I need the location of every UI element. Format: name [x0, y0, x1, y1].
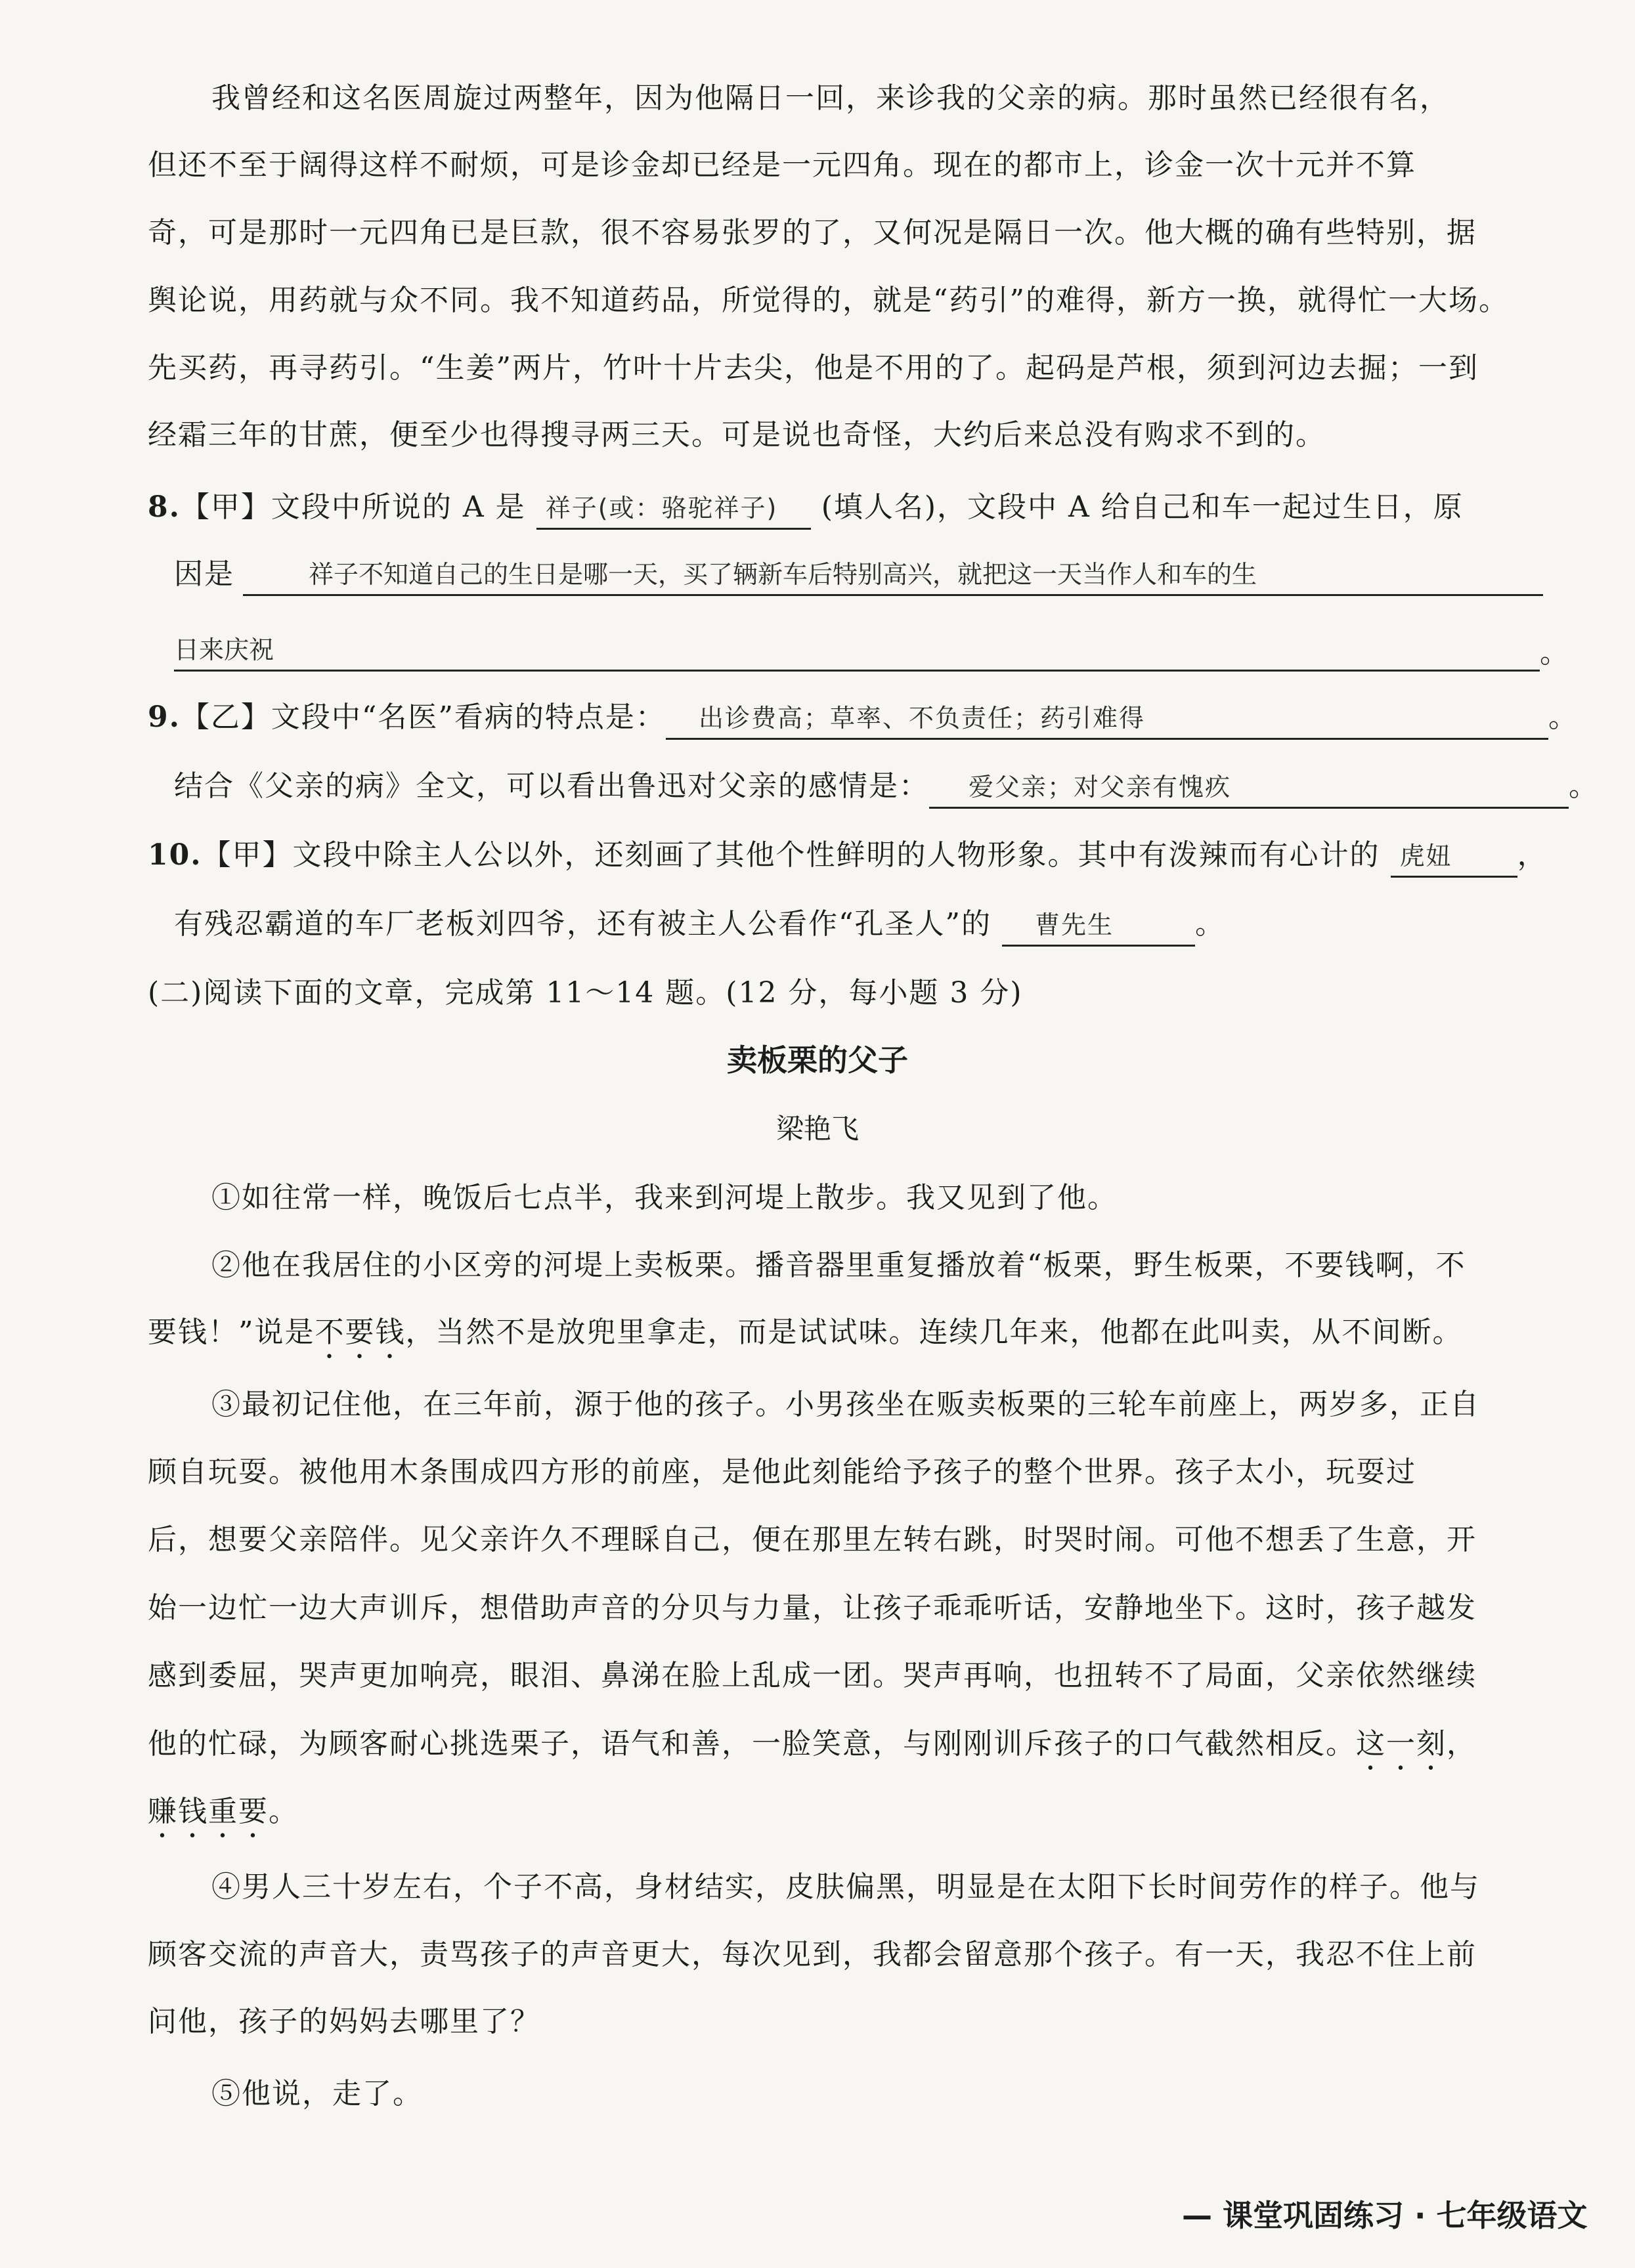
paragraph-2-line: ②他在我居住的小区旁的河堤上卖板栗。播音器里重复播放着“板栗，野生板栗，不要钱啊，不 [211, 1249, 1466, 1282]
text-run: 他的忙碌，为顾客耐心挑选栗子，语气和善，一脸笑意，与刚刚训斥孩子的口气截然相反。 [148, 1727, 1356, 1761]
passage-line: 奇，可是那时一元四角已是巨款，很不容易张罗的了，又何况是隔日一次。他大概的确有些特别，据 [148, 216, 1477, 249]
answer-field-name[interactable]: 祥子(或：骆驼祥子) [536, 488, 811, 530]
paragraph-4-line: 问他，孩子的妈妈去哪里了？ [148, 2005, 540, 2038]
paragraph-4-line: 顾客交流的声音大，责骂孩子的声音更大，每次见到，我都会留意那个孩子。有一天，我忍不住上前 [148, 1938, 1477, 1971]
text-run: ，当然不是放兜里拿走，而是试试味。连续几年来，他都在此叫卖，从不间断。 [405, 1316, 1463, 1349]
section-heading: (二)阅读下面的文章，完成第 11～14 题。(12 分，每小题 3 分) [148, 976, 1023, 1010]
paragraph-3-line [148, 1724, 1477, 1777]
paragraph-3-line: 顾自玩耍。被他用木条围成四方形的前座，是他此刻能给予孩子的整个世界。孩子太小，玩耍过 [148, 1455, 1416, 1489]
answer-field-reason-line2[interactable]: 日来庆祝 [174, 630, 1540, 672]
question-number: 8. [148, 490, 181, 524]
question-10 [148, 836, 1548, 878]
answer-field-reason-line1[interactable]: 祥子不知道自己的生日是哪一天，买了辆新车后特别高兴，就把这一天当作人和车的生 [243, 555, 1543, 596]
paragraph-3-line [148, 1792, 299, 1845]
answer-field-feelings[interactable]: 爱父亲；对父亲有愧疚 [929, 767, 1569, 809]
article-title: 卖板栗的父子 [727, 1042, 908, 1078]
answer-field-character-2[interactable]: 曹先生 [1002, 905, 1195, 947]
period-mark: 。 [1540, 636, 1570, 670]
question-text: 【甲】文段中除主人公以外，还刻画了其他个性鲜明的人物形象。其中有泼辣而有心计的 [202, 838, 1380, 872]
text-run: ， [1447, 1727, 1477, 1761]
question-8-reason-label: 因是 [174, 557, 234, 591]
paragraph-4-line: ④男人三十岁左右，个子不高，身材结实，皮肤偏黑，明显是在太阳下长时间劳作的样子。他与 [211, 1870, 1480, 1904]
question-text: 结合《父亲的病》全文，可以看出鲁迅对父亲的感情是： [174, 769, 929, 803]
answer-field-character-1[interactable]: 虎妞 [1391, 836, 1517, 878]
paragraph-5: ⑤他说，走了。 [211, 2077, 423, 2110]
question-9 [148, 698, 1579, 740]
period-mark: 。 [1548, 700, 1579, 734]
paragraph-1: ①如往常一样，晚饭后七点半，我来到河堤上散步。我又见到了他。 [211, 1181, 1118, 1214]
passage-line: 我曾经和这名医周旋过两整年，因为他隔日一回，来诊我的父亲的病。那时虽然已经很有名， [211, 81, 1450, 115]
passage-line: 先买药，再寻药引。“生姜”两片，竹叶十片去尖，他是不用的了。起码是芦根，须到河边去掘；一到 [148, 351, 1479, 385]
question-number: 10. [148, 838, 202, 872]
passage-line: 经霜三年的甘蔗，便至少也得搜寻两三天。可是说也奇怪，大约后来总没有购求不到的。 [148, 418, 1326, 452]
passage-line: 但还不至于阔得这样不耐烦，可是诊金却已经是一元四角。现在的都市上，诊金一次十元并不算 [148, 148, 1416, 182]
question-8 [148, 488, 1464, 530]
article-author: 梁艳飞 [775, 1113, 859, 1145]
paragraph-3-line: 感到委屈，哭声更加响亮，眼泪、鼻涕在脸上乱成一团。哭声再响，也扭转不了局面，父亲依然继续 [148, 1659, 1477, 1692]
paragraph-3-line: 后，想要父亲陪伴。见父亲许久不理睬自己，便在那里左转右跳，时哭时闹。可他不想丢了生意，开 [148, 1523, 1477, 1556]
page-footer: — 课堂巩固练习 · 七年级语文 [1182, 2198, 1588, 2233]
question-text: 【乙】文段中“名医”看病的特点是： [180, 700, 666, 734]
question-10-part2 [174, 905, 1225, 947]
emphasized-text: 不要钱 [315, 1316, 406, 1349]
comma-mark: ， [1517, 838, 1548, 872]
emphasized-text: 赚钱重要 [148, 1795, 269, 1828]
question-text: 有残忍霸道的车厂老板刘四爷，还有被主人公看作“孔圣人”的 [174, 907, 992, 941]
answer-field-features[interactable]: 出诊费高；草率、不负责任；药引难得 [666, 698, 1548, 740]
paragraph-3-line: ③最初记住他，在三年前，源于他的孩子。小男孩坐在贩卖板栗的三轮车前座上，两岁多，正自 [211, 1388, 1480, 1421]
paragraph-2-line [148, 1313, 1463, 1365]
passage-line: 舆论说，用药就与众不同。我不知道药品，所觉得的，就是“药引”的难得，新方一换，就得忙一大场。 [148, 284, 1509, 317]
question-9-part2 [174, 767, 1599, 809]
period-mark: 。 [1569, 769, 1599, 803]
question-text: 【甲】文段中所说的 A 是 [180, 490, 526, 524]
period-mark: 。 [1195, 907, 1225, 941]
text-run: 。 [269, 1795, 299, 1828]
question-text: (填人名)，文段中 A 给自己和车一起过生日，原 [821, 490, 1464, 524]
emphasized-text: 这一刻 [1356, 1727, 1447, 1761]
text-run: 要钱！”说是 [148, 1316, 315, 1349]
question-number: 9. [148, 700, 181, 734]
paragraph-3-line: 始一边忙一边大声训斥，想借助声音的分贝与力量，让孩子乖乖听话，安静地坐下。这时，孩子越发 [148, 1591, 1477, 1625]
